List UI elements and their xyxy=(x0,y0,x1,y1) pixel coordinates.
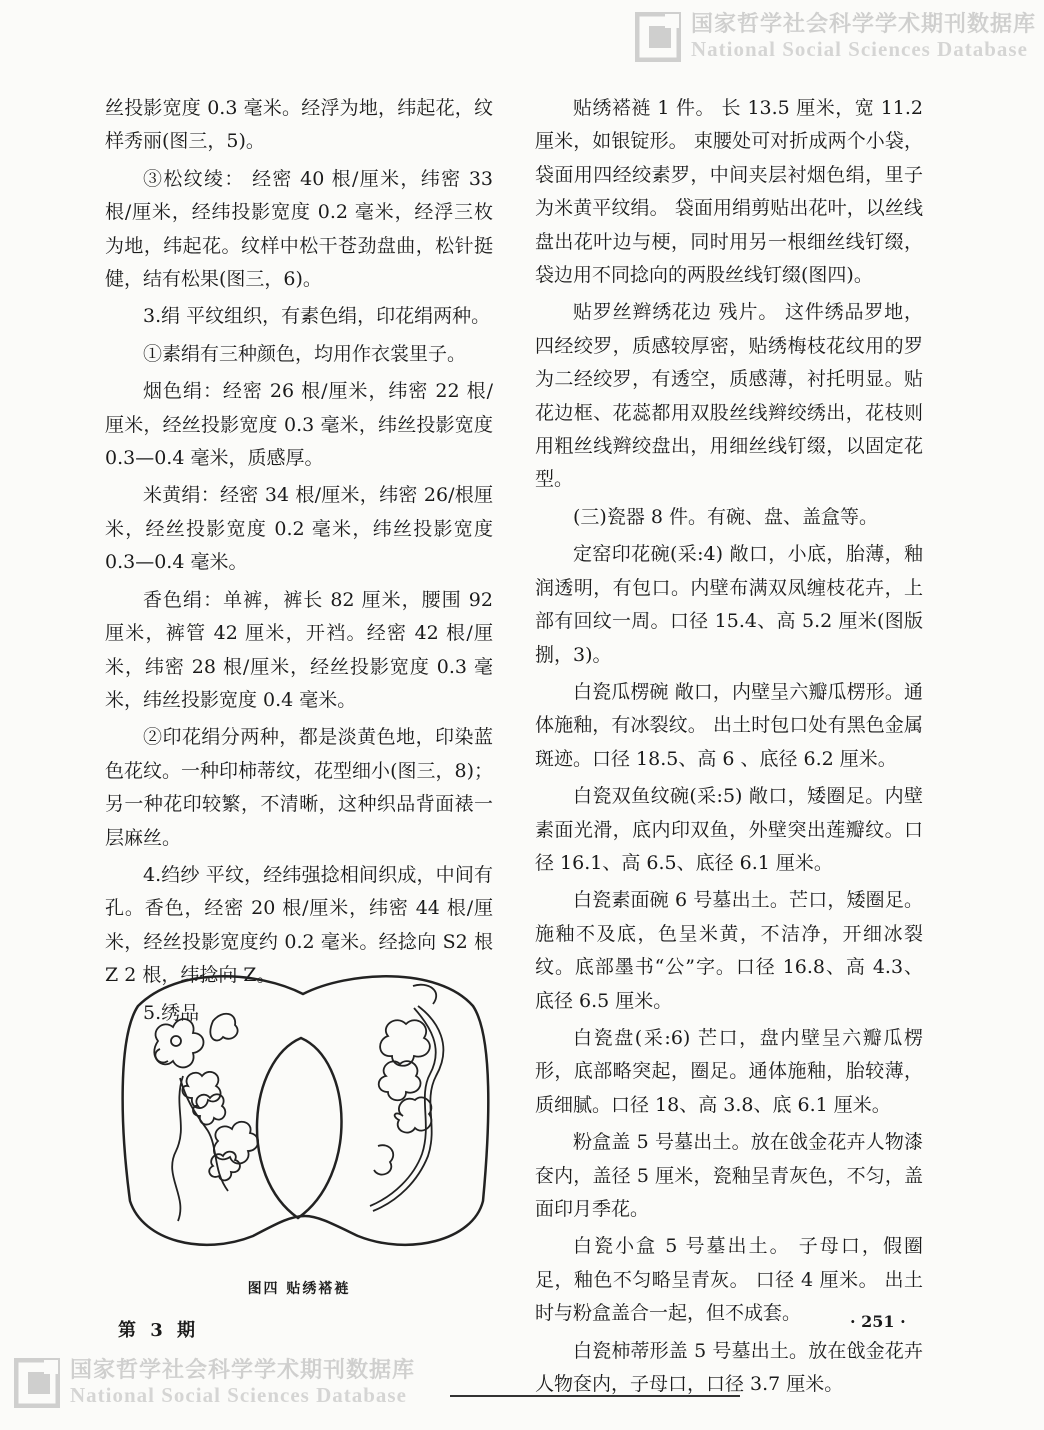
section-heading: 3.绢 平纹组织，有素色绢，印花绢两种。 xyxy=(143,305,491,328)
watermark-en: National Social Sciences Database xyxy=(70,1382,407,1407)
paragraph: 香色绢：单裤，裤长 82 厘米，腰围 92 厘米，裤管 42 厘米，开裆。经密 42 根/厘米，纬密 28 根/厘米，经丝投影宽度 0.3 毫米，纬丝投影宽度 0.4 毫米。 xyxy=(105,588,493,711)
paragraph: 烟色绢：经密 26 根/厘米，纬密 22 根/厘米，经丝投影宽度 0.3 毫米，纬丝投影宽度 0.3—0.4 毫米，质感厚。 xyxy=(105,380,493,470)
paragraph: 白瓷双鱼纹碗(采:5) 敞口，矮圈足。内壁素面光滑，底内印双鱼，外壁突出莲瓣纹。口径 16.1、高 6.5、底径 6.1 厘米。 xyxy=(535,785,923,874)
paragraph: ①素绢有三种颜色，均用作衣裳里子。 xyxy=(143,342,467,365)
section-heading: 4.绉纱 平纹，经纬强捻相间织成，中间有孔。香色，经密 20 根/厘米，纬密 44 根/厘米，经丝投影宽度约 0.2 毫米。经捻向 S2 根 Z 2 根，纬捻向 Z。 xyxy=(105,863,493,987)
paragraph: 米黄绢：经密 34 根/厘米，纬密 26/根厘米，经丝投影宽度 0.2 毫米，纬丝投影宽度 0.3—0.4 毫米。 xyxy=(105,484,493,574)
paragraph: 贴绣褡裢 1 件。 长 13.5 厘米，宽 11.2 厘米，如银锭形。 束腰处可对折成两个小袋，袋面用四经绞素罗，中间夹层衬烟色绢，里子为米黄平纹绢。 袋面用绢剪贴出花叶，以丝线盘出花叶边与梗，同时用另一根细丝线钉缀，袋边用不同捻向的两股丝线钉缀(图四)。 xyxy=(535,97,923,287)
left-column xyxy=(105,92,493,1034)
paragraph: 定窑印花碗(采:4) 敞口，小底，胎薄，釉润透明，有包口。内壁布满双凤缠枝花卉，上部有回纹一周。口径 15.4、高 5.2 厘米(图版捌，3)。 xyxy=(535,543,923,666)
right-column xyxy=(535,92,923,1405)
paragraph: 粉盒盖 5 号墓出土。放在戗金花卉人物漆奁内，盖径 5 厘米，瓷釉呈青灰色，不匀，盖面印月季花。 xyxy=(535,1131,923,1220)
watermark-cn: 国家哲学社会科学学术期刊数据库 xyxy=(690,12,1036,38)
paragraph: 白瓷素面碗 6 号墓出土。芒口，矮圈足。施釉不及底，色呈米黄，不洁净，开细冰裂纹。底部墨书“公”字。口径 16.8、高 4.3、底径 6.5 厘米。 xyxy=(535,889,923,1012)
section-heading: (三)瓷器 8 件。有碗、盘、盖盒等。 xyxy=(573,505,878,528)
divider xyxy=(450,1395,740,1397)
paragraph: 白瓷小盒 5 号墓出土。 子母口，假圈足，釉色不匀略呈青灰。 口径 4 厘米。 出土时与粉盒盖合一起，但不成套。 xyxy=(535,1235,923,1325)
paragraph: 白瓷柿蒂形盖 5 号墓出土。放在戗金花卉人物奁内，子母口，口径 3.7 厘米。 xyxy=(535,1339,923,1396)
database-logo-icon xyxy=(14,1358,60,1408)
page-number: · 251 · xyxy=(850,1312,906,1331)
database-logo-icon xyxy=(635,12,681,62)
paragraph: 丝投影宽度 0.3 毫米。经浮为地，纬起花，纹样秀丽(图三，5)。 xyxy=(105,97,493,153)
paragraph: 白瓷盘(采:6) 芒口，盘内壁呈六瓣瓜楞形，底部略突起，圈足。通体施釉，胎较薄，质细腻。口径 18、高 3.8、底 6.1 厘米。 xyxy=(535,1026,923,1116)
section-heading: 5.绣品 xyxy=(143,1001,200,1024)
watermark-top xyxy=(635,12,1036,62)
pouch-drawing xyxy=(118,966,493,1256)
watermark-bottom xyxy=(14,1358,415,1408)
watermark-en: National Social Sciences Database xyxy=(690,36,1028,61)
paragraph: 贴罗丝辫绣花边 残片。 这件绣品罗地，四经绞罗，质感较厚密，贴绣梅枝花纹用的罗为二经绞罗，有透空，质感薄，衬托明显。贴花边框、花蕊都用双股丝线辫绞绣出，花枝则用粗丝线辫绞盘出，用细丝线钉缀，以固定花型。 xyxy=(535,301,923,491)
watermark-cn: 国家哲学社会科学学术期刊数据库 xyxy=(70,1358,416,1384)
issue-number: 第 3 期 xyxy=(118,1320,200,1341)
paragraph: 白瓷瓜楞碗 敞口，内壁呈六瓣瓜楞形。通体施釉，有冰裂纹。 出土时包口处有黑色金属斑迹。口径 18.5、高 6 、底径 6.2 厘米。 xyxy=(535,680,923,770)
figure-caption: 图四 贴绣褡裢 xyxy=(247,1281,351,1297)
paragraph: ②印花绢分两种，都是淡黄色地，印染蓝色花纹。一种印柿蒂纹，花型细小(图三，8)；另一种花印较繁，不清晰，这种织品背面裱一层麻丝。 xyxy=(105,726,493,849)
paragraph: ③松纹绫： 经密 40 根/厘米，纬密 33 根/厘米，经纬投影宽度 0.2 毫米，经浮三枚为地，纬起花。纹样中松干苍劲盘曲，松针挺健，结有松果(图三，6)。 xyxy=(105,167,493,291)
figure-embroidered-pouch xyxy=(118,966,493,1256)
